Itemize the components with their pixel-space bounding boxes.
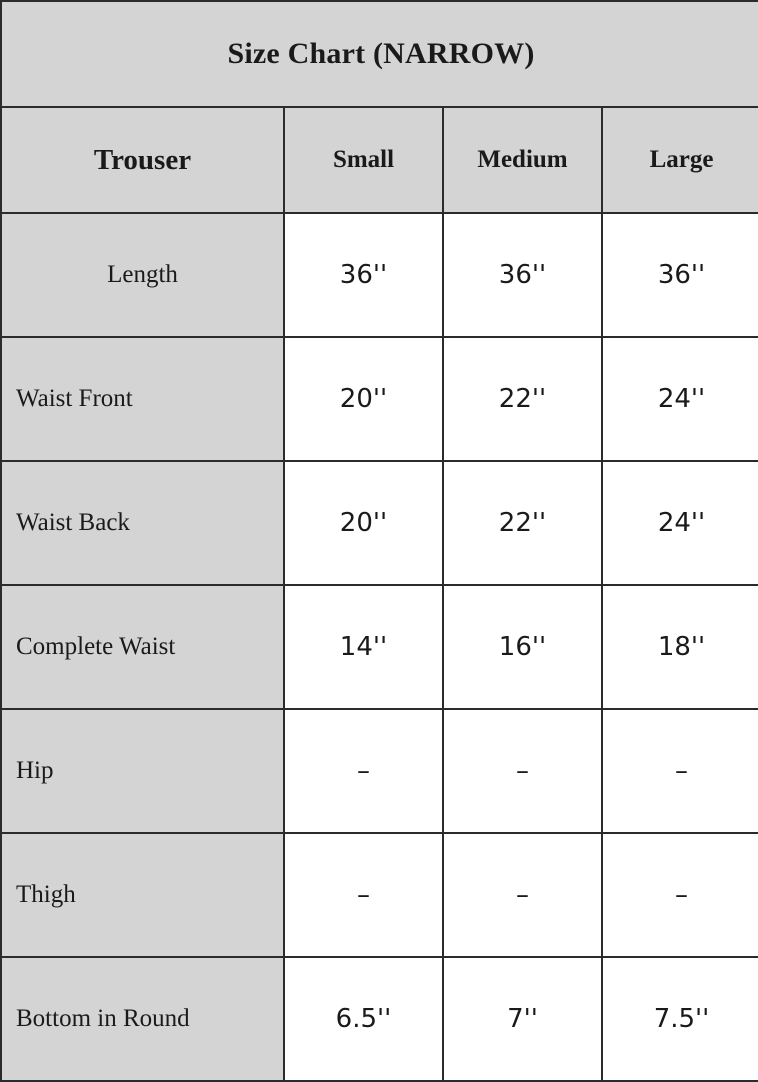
table-row [1, 337, 758, 461]
cell-bottom-in-round-large: 7.5'' [602, 957, 758, 1081]
title-row [1, 1, 758, 107]
chart-title: Size Chart (NARROW) [1, 1, 758, 107]
cell-complete-waist-large: 18'' [602, 585, 758, 709]
table-row [1, 213, 758, 337]
cell-bottom-in-round-medium: 7'' [443, 957, 602, 1081]
table-row [1, 833, 758, 957]
table-row [1, 957, 758, 1081]
cell-hip-small: – [284, 709, 443, 833]
column-header-trouser: Trouser [1, 107, 284, 213]
row-label-waist-back: Waist Back [1, 461, 284, 585]
cell-thigh-small: – [284, 833, 443, 957]
row-label-waist-front: Waist Front [1, 337, 284, 461]
cell-length-medium: 36'' [443, 213, 602, 337]
cell-waist-front-large: 24'' [602, 337, 758, 461]
row-label-complete-waist: Complete Waist [1, 585, 284, 709]
cell-waist-back-medium: 22'' [443, 461, 602, 585]
column-header-small: Small [284, 107, 443, 213]
row-label-bottom-in-round: Bottom in Round [1, 957, 284, 1081]
table-row [1, 585, 758, 709]
table-row [1, 709, 758, 833]
row-label-length: Length [1, 213, 284, 337]
cell-complete-waist-small: 14'' [284, 585, 443, 709]
cell-bottom-in-round-small: 6.5'' [284, 957, 443, 1081]
table-row [1, 461, 758, 585]
cell-waist-front-medium: 22'' [443, 337, 602, 461]
cell-length-large: 36'' [602, 213, 758, 337]
header-row [1, 107, 758, 213]
cell-waist-front-small: 20'' [284, 337, 443, 461]
cell-waist-back-large: 24'' [602, 461, 758, 585]
cell-hip-large: – [602, 709, 758, 833]
column-header-large: Large [602, 107, 758, 213]
cell-hip-medium: – [443, 709, 602, 833]
cell-length-small: 36'' [284, 213, 443, 337]
row-label-hip: Hip [1, 709, 284, 833]
cell-thigh-large: – [602, 833, 758, 957]
cell-complete-waist-medium: 16'' [443, 585, 602, 709]
column-header-medium: Medium [443, 107, 602, 213]
cell-waist-back-small: 20'' [284, 461, 443, 585]
cell-thigh-medium: – [443, 833, 602, 957]
row-label-thigh: Thigh [1, 833, 284, 957]
